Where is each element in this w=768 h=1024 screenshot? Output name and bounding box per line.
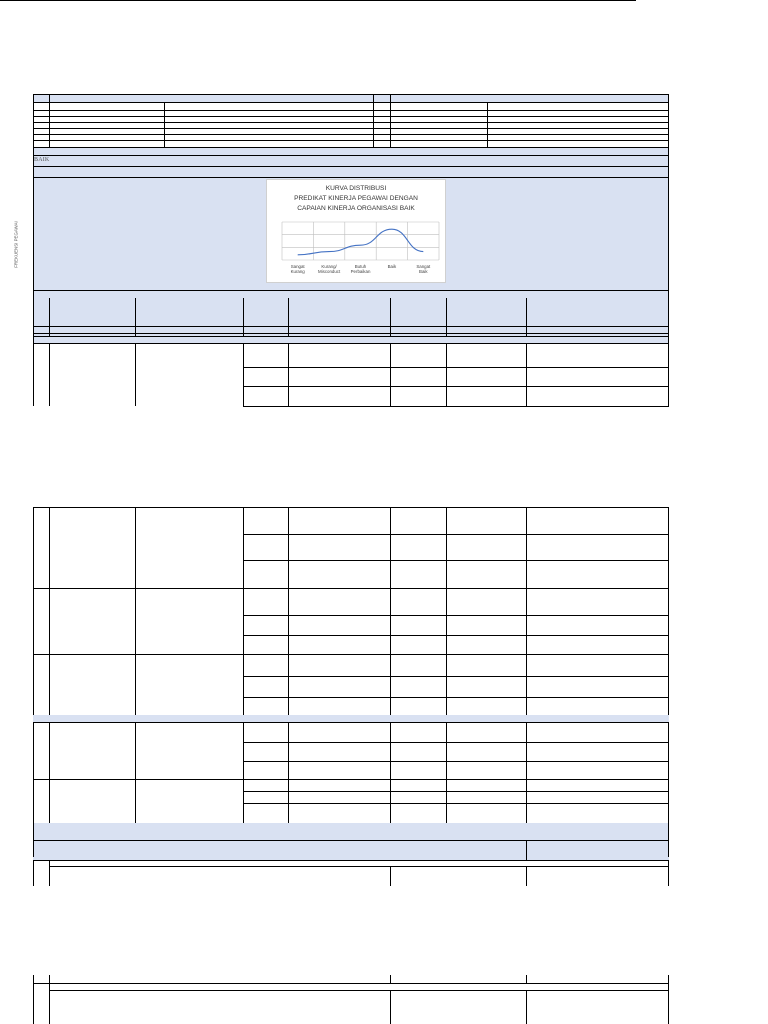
chart-title-line-1: KURVA DISTRIBUSI bbox=[325, 185, 387, 192]
chart-x-tick-label: Baik bbox=[387, 264, 397, 269]
section-band bbox=[33, 715, 669, 722]
rating-status-label: BAIK bbox=[34, 157, 50, 163]
chart-y-axis-label: FREKUENSI PEGAWAI bbox=[13, 221, 19, 268]
chart-x-tick-label: Kurang/ Misconduct bbox=[317, 264, 341, 274]
chart-series-line bbox=[298, 229, 424, 255]
chart-x-tick-label: Butuh Perbaikan bbox=[350, 264, 371, 274]
chart-x-tick-label: Sangat Kurang bbox=[290, 264, 305, 274]
identity-header-fill bbox=[33, 94, 669, 102]
chart-title-line-3: CAPAIAN KINERJA ORGANISASI BAIK bbox=[297, 205, 415, 212]
page bbox=[0, 0, 768, 274]
summary-fill bbox=[33, 823, 669, 860]
top-rule bbox=[0, 0, 636, 1]
chart-title-line-2: PREDIKAT KINERJA PEGAWAI DENGAN bbox=[294, 195, 418, 202]
chart-x-tick-label: Sangat Baik bbox=[416, 264, 431, 274]
distribution-chart bbox=[266, 179, 446, 283]
